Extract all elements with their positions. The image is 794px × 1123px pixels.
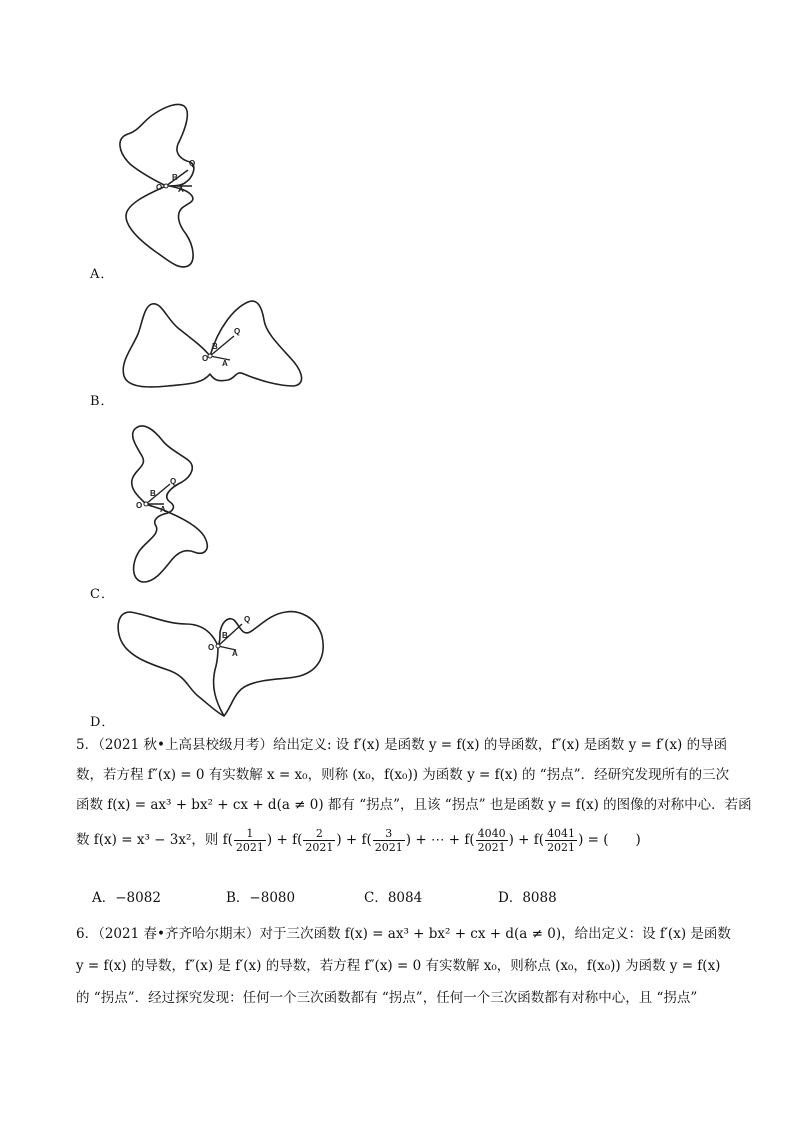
- q5-line-2: 数，若方程 f″(x) = 0 有实数解 x = x₀，则称 (x₀，f(x₀)) 为函数 y = f(x) 的 “拐点”．经研究发现所有的三次: [76, 767, 730, 783]
- figure-a: [112, 100, 212, 272]
- figure-d-label: D．: [90, 715, 116, 730]
- svg-text:A: A: [178, 185, 184, 194]
- q5-line-4-suffix: ) = ( ): [578, 832, 641, 848]
- q5-choice-d: D．8088: [498, 890, 557, 906]
- svg-text:Q: Q: [244, 615, 251, 624]
- figure-c-label: C．: [90, 587, 115, 602]
- figure-c-curve: [132, 426, 208, 582]
- figure-c: [118, 422, 214, 586]
- figure-d: [116, 606, 328, 718]
- svg-text:O: O: [156, 183, 163, 192]
- q5-fraction-2: $\frac{2}{2021}$: [305, 827, 334, 854]
- svg-text:Q: Q: [170, 477, 177, 486]
- q5-fraction-4: $\frac{4040}{2021}$: [477, 827, 506, 854]
- svg-text:A: A: [222, 359, 228, 368]
- svg-text:Q: Q: [234, 327, 241, 336]
- figure-b: [118, 294, 304, 390]
- q5-line-4-prefix: 数 f(x) = x³ − 3x²，则 f(: [76, 832, 233, 848]
- svg-text:B: B: [222, 631, 228, 640]
- q5-choice-a: A．−8082: [92, 890, 161, 906]
- svg-text:B: B: [150, 489, 156, 498]
- svg-text:A: A: [232, 649, 238, 658]
- svg-text:B: B: [172, 173, 178, 182]
- svg-text:Q: Q: [189, 159, 196, 168]
- svg-text:O: O: [136, 501, 143, 510]
- q6-line-3: 的 “拐点”．经过探究发现：任何一个三次函数都有 “拐点”，任何一个三次函数都有对称中心，且 “拐点”: [76, 990, 698, 1006]
- question-5: [76, 730, 752, 860]
- q5-fraction-3: $\frac{3}{2021}$: [374, 827, 403, 854]
- figure-a-label: A．: [90, 267, 115, 282]
- q5-line-1: 5．（2021 秋•上高县校级月考）给出定义: 设 f′(x) 是函数 y = f(x) 的导函数，f″(x) 是函数 y = f′(x) 的导函: [76, 737, 728, 753]
- q5-line-3: 函数 f(x) = ax³ + bx² + cx + d(a ≠ 0) 都有 “拐点”，且该 “拐点” 也是函数 y = f(x) 的图像的对称中心．若函: [76, 797, 752, 813]
- svg-text:O: O: [208, 643, 215, 652]
- question-6: [76, 918, 744, 1014]
- q5-fraction-1: $\frac{1}{2021}$: [235, 827, 264, 854]
- q5-line-4: 数 f(x) = x³ − 3x²，则 f( $\frac{1}{2021}$ ) + f( $\frac{2}{2021}$ ) + f( $\frac{3}{2021}$ ) + ⋯ + f( $\frac{4040}{2021}$ ) + f( $\frac{4041}{2021}$ ) = ( ): [76, 827, 641, 854]
- svg-text:A: A: [160, 505, 166, 514]
- q5-choice-b: B．−8080: [226, 890, 296, 906]
- q6-line-1: 6．（2021 春•齐齐哈尔期末）对于三次函数 f(x) = ax³ + bx² + cx + d(a ≠ 0)，给出定义：设 f′(x) 是函数: [76, 926, 731, 942]
- q5-fraction-5: $\frac{4041}{2021}$: [547, 827, 576, 854]
- q5-choice-c: C．8084: [364, 890, 423, 906]
- figure-d-curve: [118, 612, 323, 716]
- svg-text:B: B: [212, 342, 218, 351]
- figure-b-label: B．: [90, 394, 115, 409]
- svg-text:O: O: [202, 354, 209, 363]
- q6-line-2: y = f(x) 的导数，f″(x) 是 f′(x) 的导数，若方程 f″(x) = 0 有实数解 x₀，则称点 (x₀，f(x₀)) 为函数 y = f(x): [76, 958, 721, 974]
